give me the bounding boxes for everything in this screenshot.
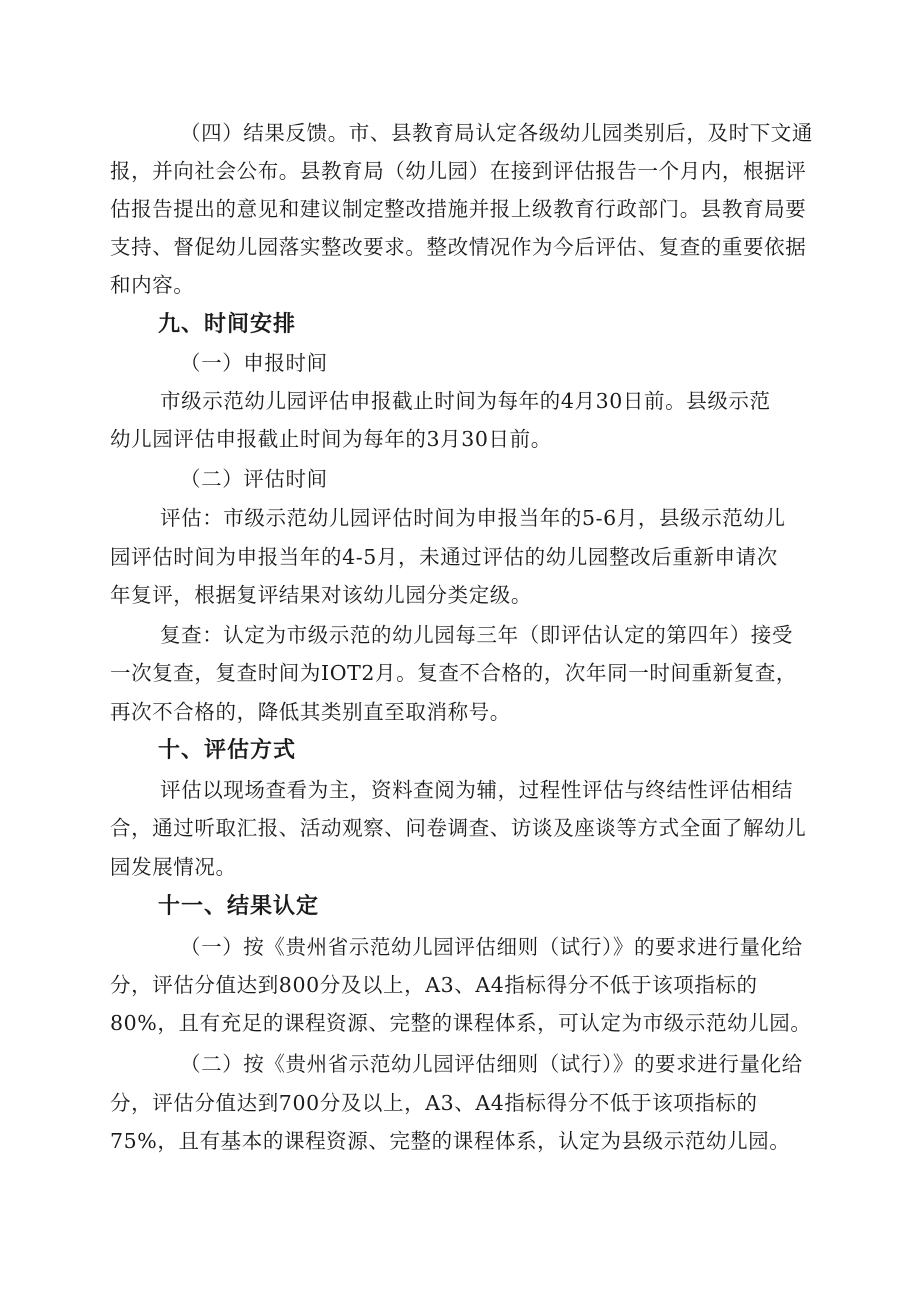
paragraph-line: 评估以现场查看为主，资料查阅为辅，过程性评估与终结性评估相结	[160, 778, 793, 802]
paragraph-line: 复查：认定为市级示范的幼儿园每三年（即评估认定的第四年）接受	[160, 623, 793, 647]
paragraph-line: 合，通过听取汇报、活动观察、问卷调查、访谈及座谈等方式全面了解幼儿	[110, 816, 807, 840]
paragraph-line: 支持、督促幼儿园落实整改要求。整改情况作为今后评估、复查的重要依据	[110, 235, 807, 259]
section-heading: 十一、结果认定	[158, 894, 320, 919]
section-heading: 九、时间安排	[158, 312, 297, 337]
paragraph-line: （一）按《贵州省示范幼儿园评估细则（试行）》的要求进行量化给	[180, 935, 803, 959]
paragraph-line: 一次复查，复查时间为IOT2月。复查不合格的，次年同一时间重新复查，	[110, 661, 798, 685]
paragraph-line: （二）按《贵州省示范幼儿园评估细则（试行）》的要求进行量化给	[180, 1052, 803, 1076]
paragraph-line: 和内容。	[110, 273, 195, 297]
paragraph-line: 年复评，根据复评结果对该幼儿园分类定级。	[110, 583, 532, 607]
paragraph-line: 估报告提出的意见和建议制定整改措施并报上级教育行政部门。县教育局要	[110, 197, 807, 221]
paragraph-line: 园发展情况。	[110, 855, 237, 879]
paragraph-line: 80%，且有充足的课程资源、完整的课程体系，可认定为市级示范幼儿园。	[110, 1011, 812, 1035]
paragraph-line: 分，评估分值达到700分及以上，A3、A4指标得分不低于该项指标的	[110, 1091, 758, 1115]
paragraph-line: 75%，且有基本的课程资源、完整的课程体系，认定为县级示范幼儿园。	[110, 1129, 791, 1153]
paragraph-line: 再次不合格的，降低其类别直至取消称号。	[110, 700, 511, 724]
section-heading: 十、评估方式	[158, 738, 297, 763]
paragraph-line: 评估：市级示范幼儿园评估时间为申报当年的5-6月，县级示范幼儿	[160, 506, 786, 530]
subsection-heading: （一）申报时间	[180, 351, 328, 375]
paragraph-line: 报，并向社会公布。县教育局（幼儿园）在接到评估报告一个月内，根据评	[110, 159, 807, 183]
paragraph-line: 幼儿园评估申报截止时间为每年的3月30日前。	[110, 427, 552, 451]
subsection-heading: （二）评估时间	[180, 467, 328, 491]
paragraph-line: （四）结果反馈。市、县教育局认定各级幼儿园类别后，及时下文通	[180, 121, 813, 145]
paragraph-line: 分，评估分值达到800分及以上，A3、A4指标得分不低于该项指标的	[110, 973, 758, 997]
paragraph-line: 园评估时间为申报当年的4-5月，未通过评估的幼儿园整改后重新申请次	[110, 545, 778, 569]
paragraph-line: 市级示范幼儿园评估申报截止时间为每年的4月30日前。县级示范	[160, 389, 771, 413]
